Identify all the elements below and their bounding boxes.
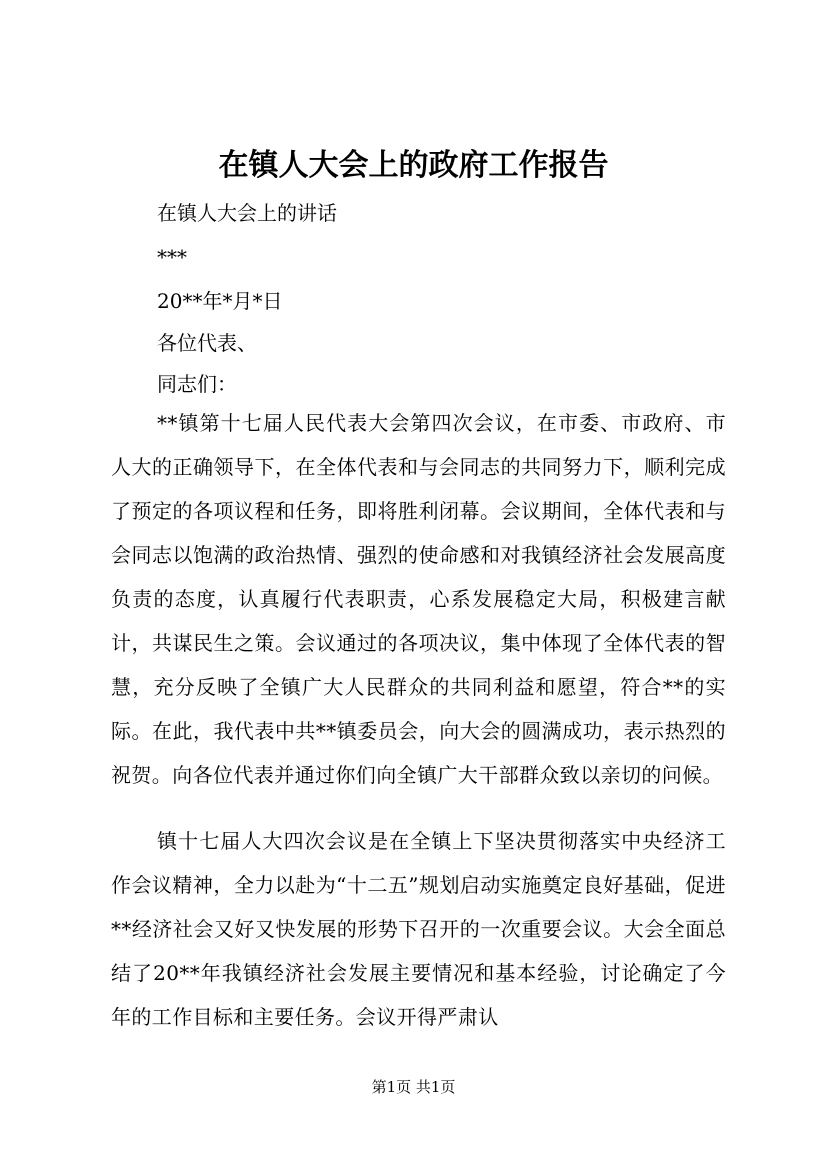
- document-title: 在镇人大会上的政府工作报告: [218, 148, 609, 183]
- author-line: ***: [157, 245, 187, 269]
- body-paragraph-1: **镇第十七届人民代表大会第四次会议，在市委、市政府、市人大的正确领导下，在全体代表和与会同志的共同努力下，顺利完成了预定的各项议程和任务，即将胜利闭幕。会议期间，全体代表和与会同志以饱满的政治热情、强烈的使命感和对我镇经济社会发展高度负责的态度，认真履行代表职责，心系发展稳定大局，积极建言献计，共谋民生之策。会议通过的各项决议，集中体现了全体代表的智慧，充分反映了全镇广大人民群众的共同利益和愿望，符合**的实际。在此，我代表中共**镇委员会，向大会的圆满成功，表示热烈的祝贺。向各位代表并通过你们向全镇广大干部群众致以亲切的问候。: [111, 411, 726, 787]
- salutation-delegates: 各位代表、: [157, 331, 257, 355]
- body-paragraph-2: 镇十七届人大四次会议是在全镇上下坚决贯彻落实中央经济工作会议精神，全力以赴为“十二五”规划启动实施奠定良好基础，促进**经济社会又好又快发展的形势下召开的一次重要会议。大会全面总结了20**年我镇经济社会发展主要情况和基本经验，讨论确定了今年的工作目标和主要任务。会议开得严肃认: [111, 829, 726, 1029]
- date-line: 20**年*月*日: [157, 289, 283, 313]
- page-footer: 第1页 共1页: [371, 1078, 456, 1096]
- speech-subtitle: 在镇人大会上的讲话: [157, 201, 337, 225]
- salutation-comrades: 同志们：: [157, 372, 237, 396]
